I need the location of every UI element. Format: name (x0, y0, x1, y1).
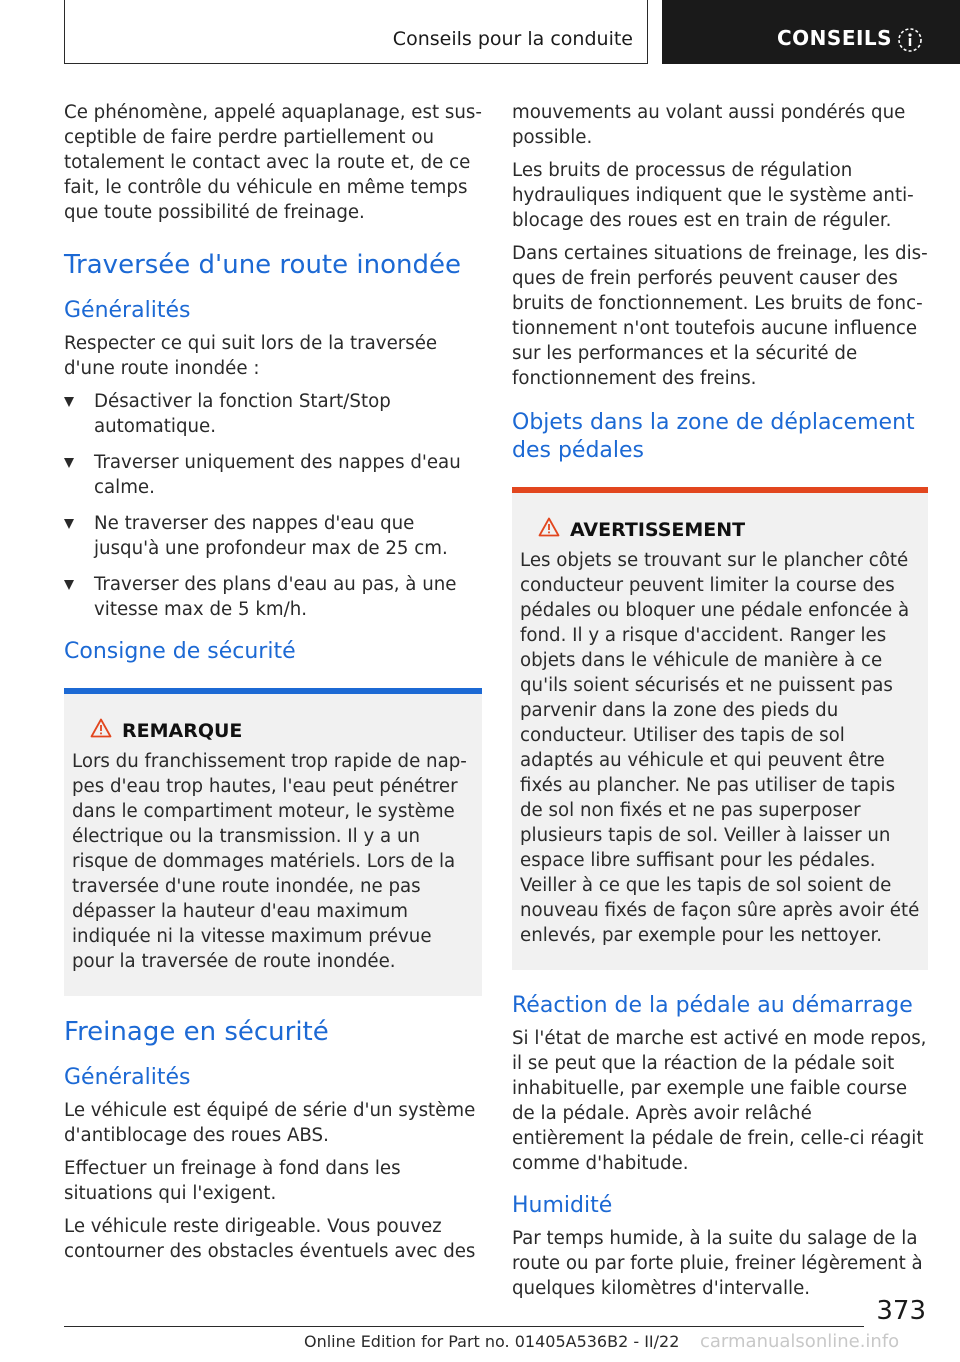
warning-title-row (538, 517, 920, 542)
edition-note: Online Edition for Part no. 01405A536B2 - II/22 (304, 1332, 680, 1351)
warning-triangle-icon (538, 517, 560, 542)
header-chapter-title: CONSEILS (777, 26, 893, 50)
list-item: Ne traverser des nappes d'eau que jusqu'à une profondeur max de 25 cm. (64, 511, 482, 561)
note-title-row (90, 718, 474, 743)
brake-discs-paragraph: Dans certaines situations de freinage, les disques de frein perforés peuvent causer des bruits de fonctionnement. Les bruits de fonctionnement n'ont toutefois aucune influence sur les performances et la sécurité de fonctionnement des freins. (512, 243, 928, 389)
warning-triangle-icon (90, 718, 112, 743)
intro-paragraph: Ce phénomène, appelé aquaplanage, est susceptible de faire perdre partiellement ou totalement le contact avec la route et, de ce fait, le contrôle du véhicule en même temps que toute possibilité de freinage. (64, 102, 482, 223)
heading-safe-braking: Freinage en sécurité (64, 1017, 329, 1047)
list-item: Traverser uniquement des nappes d'eau calme. (64, 450, 482, 500)
right-column (512, 100, 928, 1309)
note-title: REMARQUE (122, 719, 243, 742)
list-item: Désactiver la fonction Start/Stop automatique. (64, 389, 482, 439)
bullet-triangle-icon (64, 580, 74, 590)
list-item: Traverser des plans d'eau au pas, à une vitesse max de 5 km/h. (64, 572, 482, 622)
heading-pedal-reaction: Réaction de la pédale au démarrage (512, 993, 913, 1018)
header-section-title: Conseils pour la conduite (392, 28, 633, 50)
header-chapter-box (662, 0, 960, 64)
braking-paragraph-2: Effectuer un freinage à fond dans les situations qui l'exigent. (64, 1158, 401, 1204)
braking-paragraph-1: Le véhicule est équipé de série d'un système d'antiblocage des roues ABS. (64, 1100, 476, 1146)
bullet-triangle-icon (64, 519, 74, 529)
footer-divider (64, 1326, 864, 1327)
bullet-triangle-icon (64, 397, 74, 407)
warning-title: AVERTISSEMENT (570, 518, 746, 541)
warning-text: Les objets se trouvant sur le plancher côté conducteur peuvent limiter la course des pédales ou bloquer une pédale enfoncée à fond. Il y a risque d'accident. Ranger les objets dans le véhicule de manière à ce qu'ils soient sécurisés et ne puissent pas parvenir dans la zone des pieds du conducteur. Utiliser des tapis de sol adaptés au véhicule et qui peuvent être fixés au plancher. Ne pas utiliser de tapis de sol non fixés et ne pas superposer plusieurs tapis de sol. Veiller à laisser un espace libre suffisant pour les pédales. Veiller à ce que les tapis de sol soient de nouveau fixés de façon sûre après avoir été enlevés, par exemple pour les nettoyer. (520, 550, 920, 946)
watermark: carmanualsonline.info (700, 1331, 900, 1352)
heading-general-braking: Généralités (64, 1065, 191, 1090)
header-section-box (64, 0, 648, 64)
flood-bullet-list (64, 389, 482, 622)
page-number: 373 (876, 1296, 926, 1326)
heading-pedal-objects: Objets dans la zone de déplacement des pédales (512, 410, 915, 463)
warning-box (512, 487, 928, 970)
note-text: Lors du franchissement trop rapide de nappes d'eau trop hautes, l'eau peut pénétrer dans le compartiment moteur, le système électrique ou la transmission. Il y a un risque de dommages matériels. Lors de la traversée d'une route inondée, ne pas dépasser la hauteur d'eau maximum indiquée ni la vitesse maximum prévue pour la traversée de route inondée. (72, 751, 467, 972)
info-icon (897, 27, 923, 57)
heading-flooded-road: Traversée d'une route inondée (64, 250, 461, 280)
bullet-triangle-icon (64, 458, 74, 468)
heading-safety-notice: Consigne de sécurité (64, 639, 296, 664)
note-box (64, 688, 482, 996)
flood-intro-paragraph: Respecter ce qui suit lors de la traversée d'une route inondée : (64, 333, 438, 379)
heading-general-flood: Généralités (64, 298, 191, 323)
humidity-paragraph: Par temps humide, à la suite du salage de la route ou par forte pluie, freiner légèrement à quelques kilomètres d'intervalle. (512, 1228, 923, 1299)
braking-paragraph-3: Le véhicule reste dirigeable. Vous pouvez contourner des obstacles éventuels avec des (64, 1216, 476, 1262)
heading-humidity: Humidité (512, 1193, 613, 1218)
left-column (64, 100, 482, 1272)
hydraulic-noise-paragraph: Les bruits de processus de régulation hydrauliques indiquent que le système anti-blocage des roues est en train de réguler. (512, 160, 914, 231)
pedal-reaction-paragraph: Si l'état de marche est activé en mode repos, il se peut que la réaction de la pédale soit inhabituelle, par exemple une faible course de la pédale. Après avoir relâché entièrement la pédale de frein, celle-ci réagit comme d'habitude. (512, 1028, 927, 1174)
continued-paragraph: mouvements au volant aussi pondérés que possible. (512, 102, 906, 148)
